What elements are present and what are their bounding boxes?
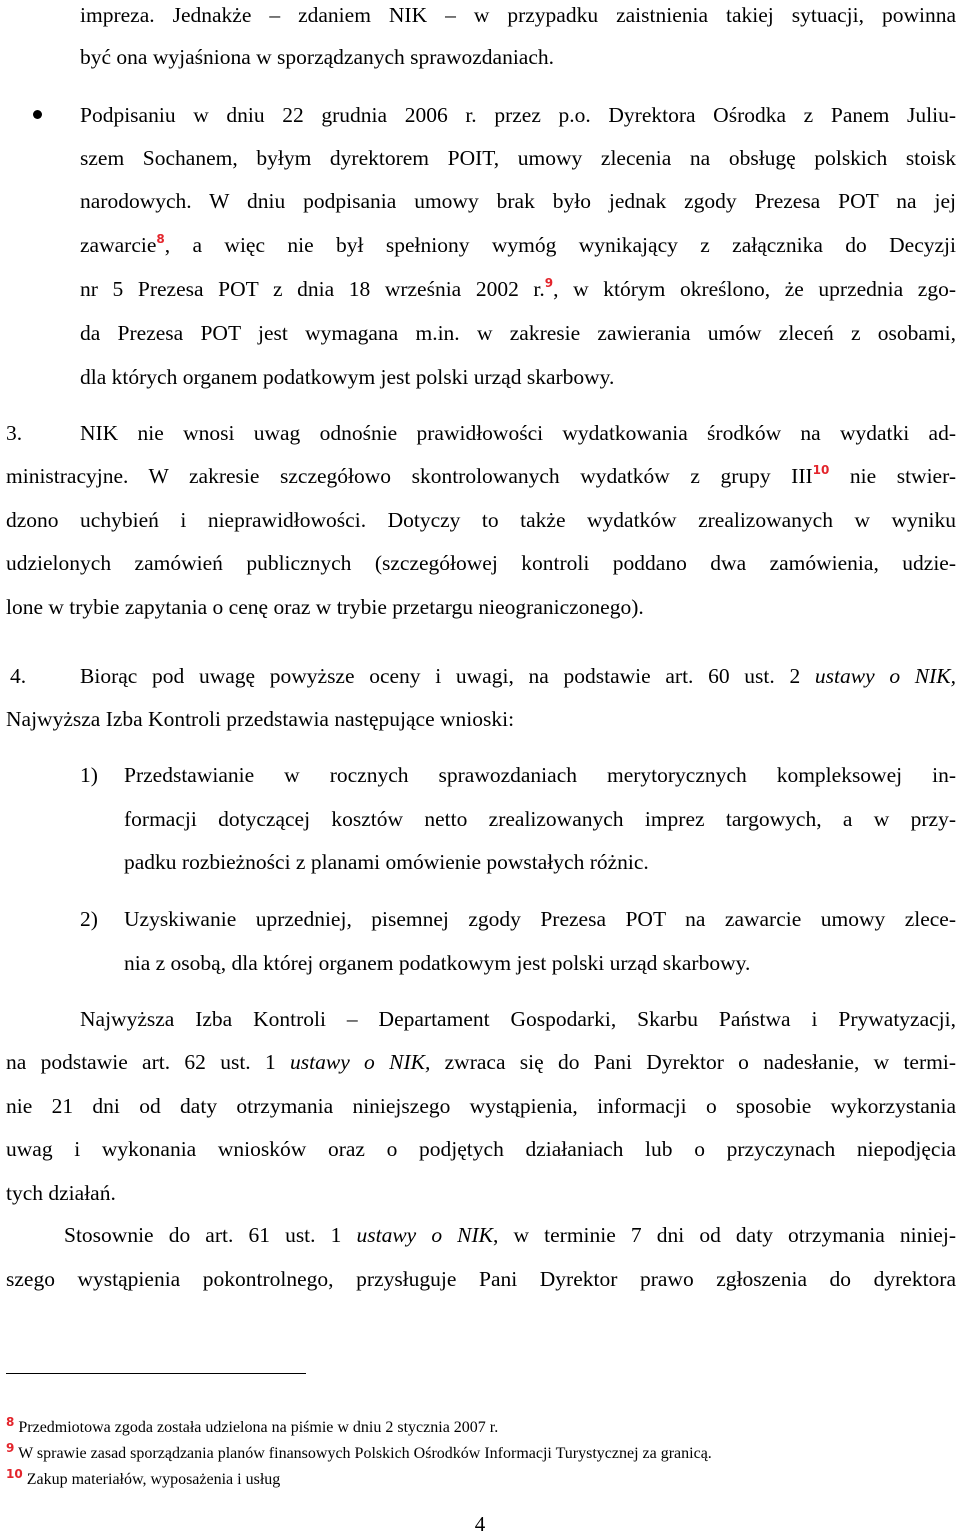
list-number: 2) xyxy=(80,907,98,931)
text-run-italic: ustawy o NIK, xyxy=(814,664,956,688)
section-number: 4. xyxy=(10,664,27,688)
bullet-line: szem Sochanem, byłym dyrektorem POIT, umowy zlecenia na obsługę polskich stoisk xyxy=(80,146,956,170)
text-run-italic: ustawy o NIK xyxy=(356,1223,494,1247)
bullet-line: narodowych. W dniu podpisania umowy brak było jednak zgody Prezesa POT na jej xyxy=(80,189,956,213)
list-number: 1) xyxy=(80,763,98,787)
bullet-line: Podpisaniu w dniu 22 grudnia 2006 r. przez p.o. Dyrektora Ośrodka z Panem Juliu- xyxy=(80,103,956,127)
section-line: udzielonych zamówień publicznych (szczegółowej kontroli poddano dwa zamówienia, udzie- xyxy=(6,551,956,575)
section-line: dzono uchybień i nieprawidłowości. Dotyczy to także wydatków zrealizowanych w wyniku xyxy=(6,508,956,532)
text-run: , a więc nie był spełniony wymóg wynikający z załącznika do Decyzji xyxy=(164,233,956,257)
list-line: Przedstawianie w rocznych sprawozdaniach merytorycznych kompleksowej in- xyxy=(124,763,956,787)
footnote-ref-8[interactable]: 8 xyxy=(156,232,165,246)
footnote xyxy=(6,1415,499,1438)
list-line: formacji dotyczącej kosztów netto zrealizowanych imprez targowych, a w przy- xyxy=(124,807,956,831)
paragraph-line: szego wystąpienia pokontrolnego, przysługuje Pani Dyrektor prawo zgłoszenia do dyrektora xyxy=(6,1267,956,1291)
section-line: NIK nie wnosi uwag odnośnie prawidłowości wydatkowania środków na wydatki ad- xyxy=(80,421,956,445)
list-line: Uzyskiwanie uprzedniej, pisemnej zgody Prezesa POT na zawarcie umowy zlece- xyxy=(124,907,956,931)
page-number: 4 xyxy=(474,1512,486,1536)
section-line: lone w trybie zapytania o cenę oraz w trybie przetargu nieograniczonego). xyxy=(6,595,644,619)
section-number: 3. xyxy=(6,421,23,445)
paragraph-line: nie 21 dni od daty otrzymania niniejszego wystąpienia, informacji o sposobie wykorzystania xyxy=(6,1094,956,1118)
paragraph-line: Najwyższa Izba Kontroli – Departament Gospodarki, Skarbu Państwa i Prywatyzacji, xyxy=(80,1007,956,1031)
bullet-line xyxy=(80,276,956,305)
section-line: Najwyższa Izba Kontroli przedstawia następujące wnioski: xyxy=(6,707,515,731)
paragraph-line xyxy=(6,1049,956,1075)
bullet-line: dla których organem podatkowym jest polski urząd skarbowy. xyxy=(80,365,615,389)
footnote-text: Przedmiotowa zgoda została udzielona na piśmie w dniu 2 stycznia 2007 r. xyxy=(18,1419,499,1436)
footnote-divider xyxy=(6,1373,306,1374)
list-line: nia z osobą, dla której organem podatkowym jest polski urząd skarbowy. xyxy=(124,951,751,975)
section-line xyxy=(6,463,956,492)
footnote-number: 8 xyxy=(6,1415,15,1429)
paragraph-line: tych działań. xyxy=(6,1181,116,1205)
list-line: padku rozbieżności z planami omówienie powstałych różnic. xyxy=(124,850,649,874)
text-run: , w terminie 7 dni od daty otrzymania niniej- xyxy=(493,1223,956,1247)
footnote-number: 9 xyxy=(6,1441,15,1455)
footnote-text: Zakup materiałów, wyposażenia i usług xyxy=(26,1471,281,1488)
text-run: , w którym określono, że uprzednia zgo- xyxy=(553,277,956,301)
text-run-italic: ustawy o NIK, xyxy=(290,1050,431,1074)
paragraph-line xyxy=(64,1222,956,1248)
bullet-line: da Prezesa POT jest wymagana m.in. w zakresie zawierania umów zleceń z osobami, xyxy=(80,321,956,345)
text-run: nie stwier- xyxy=(829,464,956,488)
bullet-icon xyxy=(33,110,42,119)
paragraph-line: być ona wyjaśniona w sporządzanych sprawozdaniach. xyxy=(80,45,555,69)
footnote-ref-10[interactable]: 10 xyxy=(812,463,830,477)
text-run: na podstawie art. 62 ust. 1 xyxy=(6,1050,291,1074)
paragraph-line: uwag i wykonania wniosków oraz o podjętych działaniach lub o przyczynach niepodjęcia xyxy=(6,1137,956,1161)
footnote-ref-9[interactable]: 9 xyxy=(544,276,554,290)
text-run: ministracyjne. W zakresie szczegółowo skontrolowanych wydatków z grupy III xyxy=(6,464,813,488)
footnote-number: 10 xyxy=(6,1467,23,1481)
text-run: zwraca się do Pani Dyrektor o nadesłanie, w termi- xyxy=(430,1050,956,1074)
footnote xyxy=(6,1467,281,1490)
section-line xyxy=(80,663,956,689)
bullet-line xyxy=(80,232,956,261)
text-run: zawarcie xyxy=(80,233,157,257)
footnote-text: W sprawie zasad sporządzania planów finansowych Polskich Ośrodków Informacji Turystycznej za granicą. xyxy=(18,1445,712,1462)
text-run: Biorąc pod uwagę powyższe oceny i uwagi, na podstawie art. 60 ust. 2 xyxy=(80,664,815,688)
text-run: nr 5 Prezesa POT z dnia 18 września 2002 r. xyxy=(80,277,545,301)
footnote xyxy=(6,1441,712,1464)
paragraph-line: impreza. Jednakże – zdaniem NIK – w przypadku zaistnienia takiej sytuacji, powinna xyxy=(80,3,956,27)
text-run: Stosownie do art. 61 ust. 1 xyxy=(64,1223,357,1247)
